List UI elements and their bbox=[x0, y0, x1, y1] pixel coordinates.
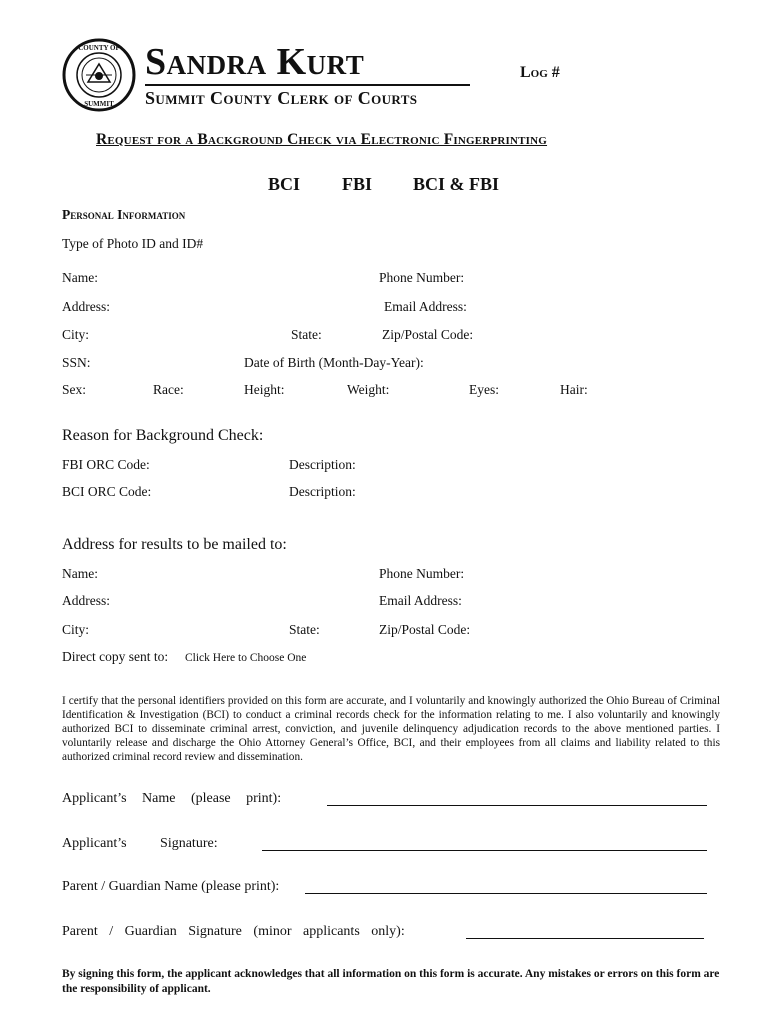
personal-info-heading: Personal Information bbox=[62, 207, 186, 222]
bci-description-field[interactable]: Description: bbox=[289, 484, 356, 499]
mail-email-field[interactable]: Email Address: bbox=[379, 593, 462, 608]
county-seal-logo bbox=[62, 38, 136, 112]
clerk-office: Summit County Clerk of Courts bbox=[145, 88, 418, 108]
weight-field[interactable]: Weight: bbox=[347, 382, 390, 397]
ssn-field[interactable]: SSN: bbox=[62, 355, 91, 370]
option-bci[interactable]: BCI bbox=[268, 174, 301, 194]
applicant-name-line[interactable] bbox=[327, 805, 707, 806]
state-field[interactable]: State: bbox=[291, 327, 322, 342]
mail-state-field[interactable]: State: bbox=[289, 622, 320, 637]
mail-zip-field[interactable]: Zip/Postal Code: bbox=[379, 622, 471, 637]
log-number-label: Log # bbox=[520, 64, 560, 81]
clerk-name: Sandra Kurt bbox=[145, 41, 365, 83]
email-field[interactable]: Email Address: bbox=[384, 299, 467, 314]
fbi-orc-code-field[interactable]: FBI ORC Code: bbox=[62, 457, 150, 472]
seal-text-bottom: SUMMIT bbox=[84, 100, 114, 108]
fbi-description-field[interactable]: Description: bbox=[289, 457, 356, 472]
mail-name-field[interactable]: Name: bbox=[62, 566, 98, 581]
dob-field[interactable]: Date of Birth (Month-Day-Year): bbox=[244, 355, 424, 370]
city-field[interactable]: City: bbox=[62, 327, 90, 342]
zip-field[interactable]: Zip/Postal Code: bbox=[382, 327, 474, 342]
race-field[interactable]: Race: bbox=[153, 382, 184, 397]
mail-address-field[interactable]: Address: bbox=[62, 593, 110, 608]
mailing-heading: Address for results to be mailed to: bbox=[62, 536, 287, 553]
photo-id-field[interactable]: Type of Photo ID and ID# bbox=[62, 236, 204, 251]
guardian-signature-label: Parent / Guardian Signature (minor applicants only): bbox=[62, 924, 405, 939]
direct-copy-label: Direct copy sent to: bbox=[62, 649, 169, 664]
applicant-name-label: Applicant’s Name (please print): bbox=[62, 791, 282, 806]
direct-copy-select[interactable]: Click Here to Choose One bbox=[185, 652, 307, 664]
form-title: Request for a Background Check via Electronic Fingerprinting bbox=[96, 131, 548, 148]
guardian-signature-line[interactable] bbox=[466, 938, 704, 939]
mail-city-field[interactable]: City: bbox=[62, 622, 90, 637]
name-field[interactable]: Name: bbox=[62, 270, 98, 285]
address-field[interactable]: Address: bbox=[62, 299, 110, 314]
guardian-name-label: Parent / Guardian Name (please print): bbox=[62, 879, 280, 894]
applicant-signature-line[interactable] bbox=[262, 850, 707, 851]
guardian-name-line[interactable] bbox=[305, 893, 707, 894]
option-bci-fbi[interactable]: BCI & FBI bbox=[413, 174, 500, 194]
certification-text: I certify that the personal identifiers provided on this form are accurate, and I voluntarily and knowingly authorized the Ohio Bureau of Criminal Identification & Investigation (BCI) to conduct a criminal records check for the information relating to me. I also voluntarily and knowingly authorized BCI to disseminate criminal arrest, conviction, and juvenile delinquency adjudication records to the above mentioned parties. I voluntarily release and discharge the Ohio Attorney General’s Office, BCI, and their employees from all claims and liability related to this authorized criminal record review and dissemination. bbox=[62, 695, 720, 763]
eyes-field[interactable]: Eyes: bbox=[469, 382, 499, 397]
mail-phone-field[interactable]: Phone Number: bbox=[379, 566, 465, 581]
seal-text-top: COUNTY OF bbox=[78, 44, 120, 52]
bci-orc-code-field[interactable]: BCI ORC Code: bbox=[62, 484, 152, 499]
hair-field[interactable]: Hair: bbox=[560, 382, 588, 397]
phone-field[interactable]: Phone Number: bbox=[379, 270, 465, 285]
height-field[interactable]: Height: bbox=[244, 382, 285, 397]
header-divider bbox=[145, 84, 470, 86]
footer-note: By signing this form, the applicant acknowledges that all information on this form is accurate. Any mistakes or errors on this form are the responsibility of applicant. bbox=[62, 968, 720, 995]
option-fbi[interactable]: FBI bbox=[342, 174, 373, 194]
applicant-signature-label: Applicant’s Signature: bbox=[62, 836, 218, 851]
sex-field[interactable]: Sex: bbox=[62, 382, 87, 397]
reason-heading: Reason for Background Check: bbox=[62, 427, 264, 444]
